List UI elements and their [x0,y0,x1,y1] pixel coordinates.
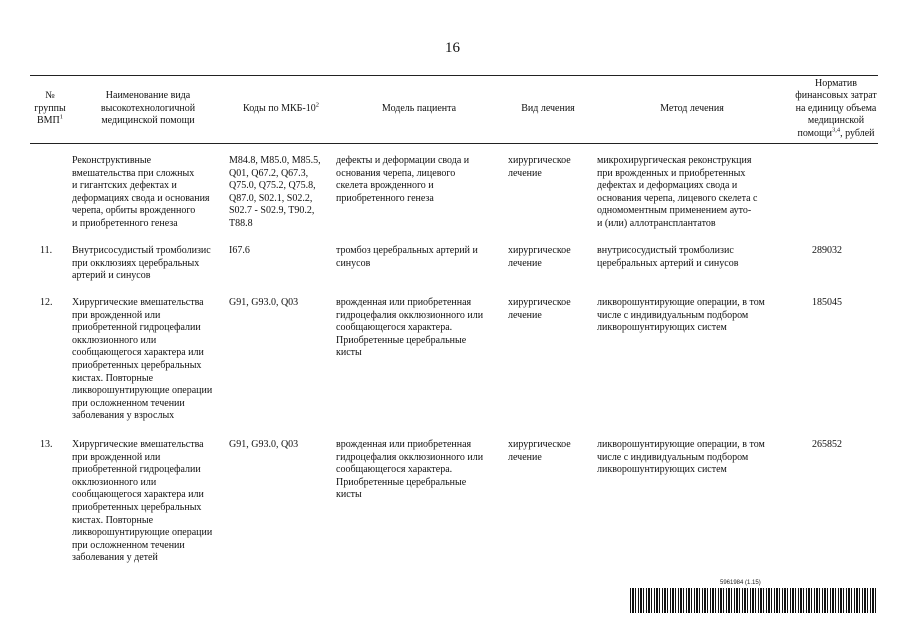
row-type: хирургическое лечение [508,155,571,179]
row-method: внутрисосудистый тромболизис церебральных артерий и синусов [597,245,739,269]
row-model: врожденная или приобретенная гидроцефалия окклюзионного или сообщающегося характера. Приобретенные церебральные кисты [336,297,484,359]
header-method-text: Метод лечения [660,102,724,114]
header-norm-text: Норматив финансовых затрат на единицу объема медицинской помощи [795,77,877,139]
row-method: ликворошунтирующие операции, в том числе с индивидуальным подбором ликворошунтирующих систем [597,297,765,334]
barcode [630,588,876,613]
row-name: Реконструктивные вмешательства при сложных и гигантских дефектах и деформациях свода и основания черепа, орбиты врожденного и приобретенного генеза [72,155,210,229]
row-codes: I67.6 [229,245,250,256]
row-method: микрохирургическая реконструкция при врожденных и приобретенных дефектах и деформациях свода и основания черепа, лицевого скелета с одномоментным применением ауто- и (или) аллотрансплантатов [597,155,758,229]
header-model [336,76,502,142]
row-name: Хирургические вмешательства при врожденной или приобретенной гидроцефалии окклюзионного или сообщающегося характера или приобретенных церебральных кистах. Повторные ликворошунтирующие операции при осложненном течении заболевания у взрослых [72,297,213,422]
header-norm [792,76,880,142]
row-number: 13. [40,439,53,450]
row-model: врожденная или приобретенная гидроцефалия окклюзионного или сообщающегося характера. Приобретенные церебральные кисты [336,439,484,501]
row-codes: G91, G93.0, Q03 [229,439,299,450]
header-type-text: Вид лечения [521,102,575,114]
header-group-word: группы [34,102,66,114]
header-codes-text: Коды по МКБ-10 [243,102,316,114]
row-number: 11. [40,245,53,256]
row-name: Хирургические вмешательства при врожденной или приобретенной гидроцефалии окклюзионного или сообщающегося характера или приобретенных церебральных кистах. Повторные ликворошунтирующие операции при осложненном течении заболевания у детей [72,439,213,564]
row-codes: M84.8, M85.0, M85.5, Q01, Q67.2, Q67.3, Q75.0, Q75.2, Q75.8, Q87.0, S02.1, S02.2, S02.7 - S02.9, T90.2, T88.8 [229,155,321,229]
row-type: хирургическое лечение [508,245,571,269]
header-vmp: ВМП [36,115,60,127]
header-norm-footnote: 3,4 [832,126,841,134]
header-method [594,76,790,142]
row-number: 12. [40,297,53,308]
header-model-text: Модель пациента [381,102,457,114]
page-number: 16 [445,40,460,56]
header-number-sign: № [45,90,55,102]
header-codes-footnote: 2 [315,101,319,109]
header-name [72,76,224,142]
row-method: ликворошунтирующие операции, в том числе с индивидуальным подбором ликворошунтирующих систем [597,439,765,476]
row-codes: G91, G93.0, Q03 [229,297,299,308]
table-header-rule [30,143,878,144]
header-vmp-footnote: 1 [59,113,64,121]
header-name-text: Наименование вида высокотехнологичной медицинской помощи [100,90,196,127]
row-model: тромбоз церебральных артерий и синусов [336,245,478,269]
row-type: хирургическое лечение [508,439,571,463]
barcode-label: 5961984 (1.15) [720,580,761,586]
header-norm-unit: , рублей [840,127,875,139]
row-norm: 289032 [812,245,842,256]
row-norm: 185045 [812,297,842,308]
header-codes [229,76,333,142]
header-type [505,76,591,142]
row-type: хирургическое лечение [508,297,571,321]
row-name: Внутрисосудистый тромболизис при окклюзиях церебральных артерий и синусов [72,245,211,282]
row-norm: 265852 [812,439,842,450]
header-group-number [30,76,70,142]
row-model: дефекты и деформации свода и основания черепа, лицевого скелета врожденного и приобретенного генеза [336,155,470,204]
